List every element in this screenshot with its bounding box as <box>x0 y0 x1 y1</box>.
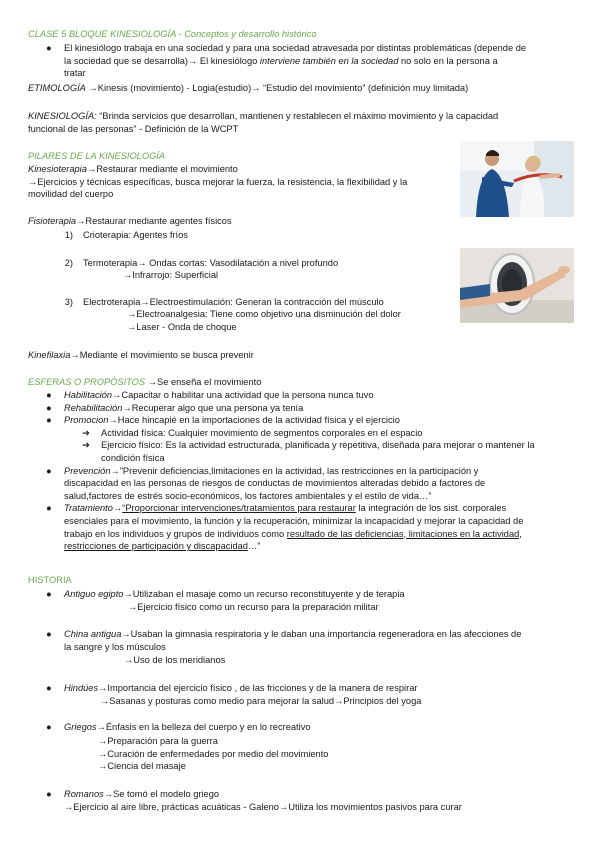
historia-griegos <box>44 721 574 734</box>
esferas-list <box>44 389 574 553</box>
list-item: ● Promocion→Hace hincapié en la importaciones de la actividad física y el ejercicio ➔ Actividad física: Cualquier movimiento de segmentos corporales en el espacio ➔ Ejercicio físico: Es la actividad estructurada, planificada y repetitiva, diseñada para mejorar o mantener la condición física <box>44 414 574 464</box>
list-item: ● Tratamiento→“Proporcionar intervenciones/tratamientos para restaurar la integración de los sist. corporales esenciales para el movimiento, la función y la recuperación, minimizar la incapacidad y mejorar la capacidad de trabajo en los individuos y grupos de individuos como resultado de las deficiencias, limitaciones en la actividad, restricciones de participación y discapacidad…” <box>46 503 524 552</box>
list-item: ● Hindúes→Importancia del ejercicio físico , de las fricciones y de la manera de respirar <box>46 683 418 693</box>
fisio-item-3: 3) Electroterapia→Electroestimulación: Generan la contracción del músculo <box>64 297 384 307</box>
esferas-heading: ESFERAS O PROPÓSITOS →Se enseña el movimiento <box>28 377 262 387</box>
doc-title: CLASE 5 BLOQUE KINESIOLOGÍA - Conceptos y desarrollo histórico <box>28 29 317 39</box>
therapy-photo <box>460 141 574 217</box>
fisioterapia-line: Fisioterapia→Restaurar mediante agentes físicos <box>28 216 232 226</box>
fisio-item-3-sub2: →Laser - Onda de choque <box>127 322 237 332</box>
list-item: ● Antiguo egipto→Utilizaban el masaje como un recurso reconstituyente y de terapia <box>46 589 405 599</box>
intro-list <box>44 42 574 80</box>
list-item: ● Habilitación→Capacitar o habilitar una actividad que la persona nunca tuvo <box>46 390 374 400</box>
historia-hindues <box>44 682 574 695</box>
sub-item: ➔ Ejercicio físico: Es la actividad estructurada, planificada y repetitiva, diseñada para mejorar o mantener la condición física <box>82 440 535 463</box>
fisio-item-1: 1) Crioterapia: Agentes fríos <box>64 230 188 240</box>
historia-heading: HISTORIA <box>28 575 72 585</box>
romanos-sub: →Ejercicio al aire libre, prácticas acuáticas - Galeno→Utiliza los movimientos pasivos para curar <box>64 802 462 812</box>
pilares-heading: PILARES DE LA KINESIOLOGÍA <box>28 151 166 161</box>
sub-item: ➔ Actividad física: Cualquier movimiento de segmentos corporales en el espacio <box>82 427 423 438</box>
kinesioterapia-block: Kinesioterapia→Restaurar mediante el movimiento →Ejercicios y técnicas específicas, busca mejorar la fuerza, la resistencia, la flexibilidad y la movilidad del cuerpo <box>28 164 408 200</box>
egipto-sub: →Ejercicio físico como un recurso para la preparación militar <box>128 602 379 612</box>
historia-romanos <box>44 788 574 801</box>
kinefilaxia-line: Kinefilaxia→Mediante el movimiento se busca prevenir <box>28 350 254 360</box>
fisio-item-2: 2) Termoterapia→ Ondas cortas: Vasodilatación a nivel profundo <box>64 258 339 268</box>
fisio-item-3-sub1: →Electroanalgesia: Tiene como objetivo una disminución del dolor <box>127 309 401 319</box>
thermotherapy-photo <box>460 248 574 323</box>
historia-egipto <box>44 588 574 601</box>
fisio-item-2-sub: →Infrarrojo: Superficial <box>123 270 219 280</box>
etimologia-line: ETIMOLOGÍA →Kinesis (movimiento) - Logia(estudio)→ “Estudio del movimiento” (definición muy limitada) <box>28 83 469 93</box>
griegos-sub: →Preparación para la guerra →Curación de enfermedades por medio del movimiento →Ciencia del masaje <box>98 736 329 772</box>
kinesiologia-definition: KINESIOLOGÍA: “Brinda servicios que desarrollan, mantienen y restablecen el máximo movimiento y la capacidad funcional de las personas” - Definición de la WCPT <box>28 111 499 134</box>
china-sub: →Uso de los meridianos <box>124 655 226 665</box>
list-item: ● Romanos→Se tomó el modelo griego <box>46 789 220 799</box>
list-item: ● Prevención→”Prevenir deficiencias,limitaciones en la actividad, las restricciones en la participación y discapacidad en las personas de riesgos de conductas de movimientos alteradas debido a factores de salud,factores de estrés socio-económicos, los factores ambientales y el estilo de vida…” <box>46 465 486 501</box>
hindues-sub: →Sasanas y posturas como medio para mejorar la salud→Principios del yoga <box>100 696 422 706</box>
list-item: ● Rehabilitación→Recuperar algo que una persona ya tenía <box>46 402 304 413</box>
list-item: ● Griegos→Énfasis en la belleza del cuerpo y en lo recreativo <box>46 722 311 732</box>
list-item: ● El kinesiólogo trabaja en una sociedad y para una sociedad atravesada por distintas problemáticas (depende de la sociedad que se desarrolla)→ El kinesiólogo interviene también en la sociedad no solo en la persona a tratar <box>46 43 527 79</box>
historia-china <box>44 628 574 653</box>
list-item: ● China antigua→Usaban la gimnasia respiratoria y le daban una importancia regeneradora en las afecciones de la sangre y los músculos <box>46 629 522 652</box>
